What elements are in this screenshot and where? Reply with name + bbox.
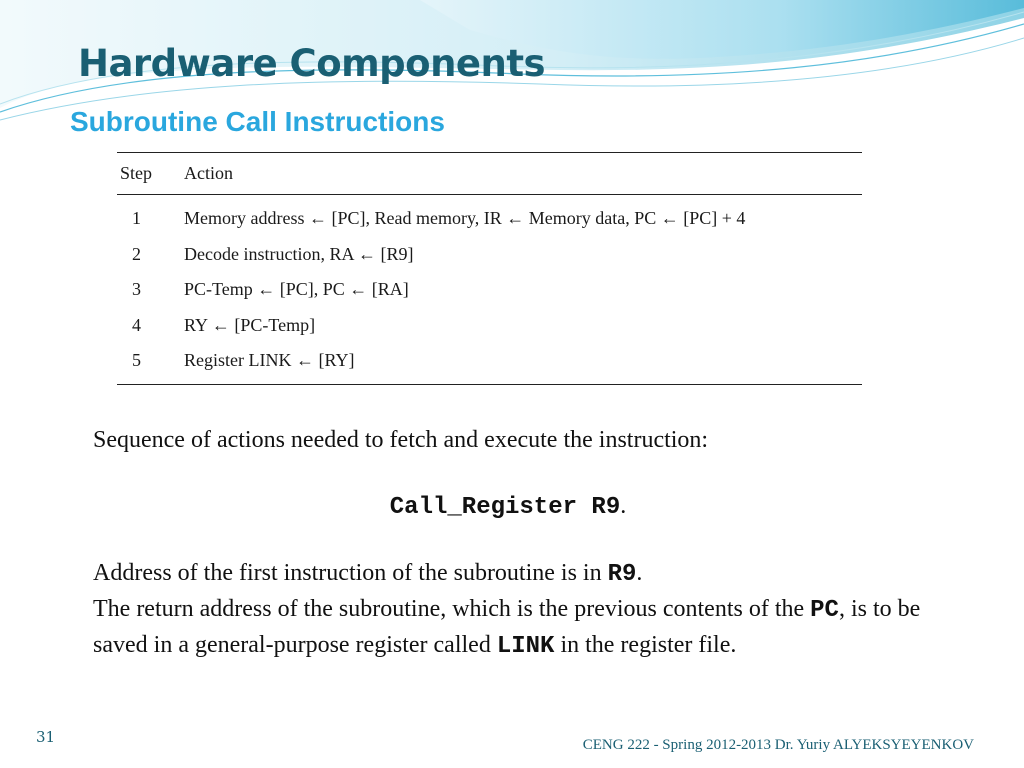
address-text: Address of the first instruction of the subroutine is in [93, 560, 608, 586]
step-number: 1 [132, 208, 141, 229]
instruction-period: . [620, 493, 627, 519]
instruction-code: Call_Register R9 [389, 494, 621, 521]
table-row [117, 343, 862, 384]
slide-body [93, 423, 923, 664]
return-text-middle: , is to be saved in a general-purpose register called [93, 596, 921, 658]
link-register: LINK [496, 633, 555, 660]
step-action: Decode instruction, RA ← [R9] [184, 243, 414, 264]
table-row [117, 272, 862, 308]
table-row [117, 195, 862, 237]
step-number: 2 [132, 243, 141, 264]
step-number: 4 [132, 314, 141, 335]
table-header-row [117, 153, 862, 195]
table-row [117, 308, 862, 344]
action-column-header: Action [184, 163, 233, 183]
steps-table [117, 152, 862, 385]
step-action: Memory address ← [PC], Read memory, IR ← Memory data, PC ← [PC] + 4 [184, 208, 746, 229]
return-text-start: The return address of the subroutine, which is the previous contents of the [93, 596, 811, 622]
step-action: PC-Temp ← [PC], PC ← [RA] [184, 279, 409, 300]
address-register: R9 [607, 561, 637, 588]
page-number: 31 [36, 728, 56, 746]
slide-title: Hardware Components [78, 42, 546, 85]
step-number: 3 [132, 279, 141, 300]
return-text-end: in the register file. [554, 632, 737, 658]
step-action: Register LINK ← [RY] [184, 350, 355, 371]
intro-paragraph: Sequence of actions needed to fetch and execute the instruction: [93, 427, 709, 453]
address-period: . [636, 560, 643, 586]
step-number: 5 [132, 350, 141, 371]
table-row [117, 237, 862, 273]
instruction-line [93, 489, 923, 525]
pc-register: PC [810, 597, 839, 624]
slide-subtitle: Subroutine Call Instructions [70, 106, 445, 137]
step-action: RY ← [PC-Temp] [184, 314, 316, 335]
return-paragraph [93, 592, 923, 664]
address-paragraph [93, 556, 923, 592]
slide-footer: CENG 222 - Spring 2012-2013 Dr. Yuriy ALYEKSYEYENKOV [582, 737, 974, 753]
step-column-header: Step [120, 163, 153, 183]
